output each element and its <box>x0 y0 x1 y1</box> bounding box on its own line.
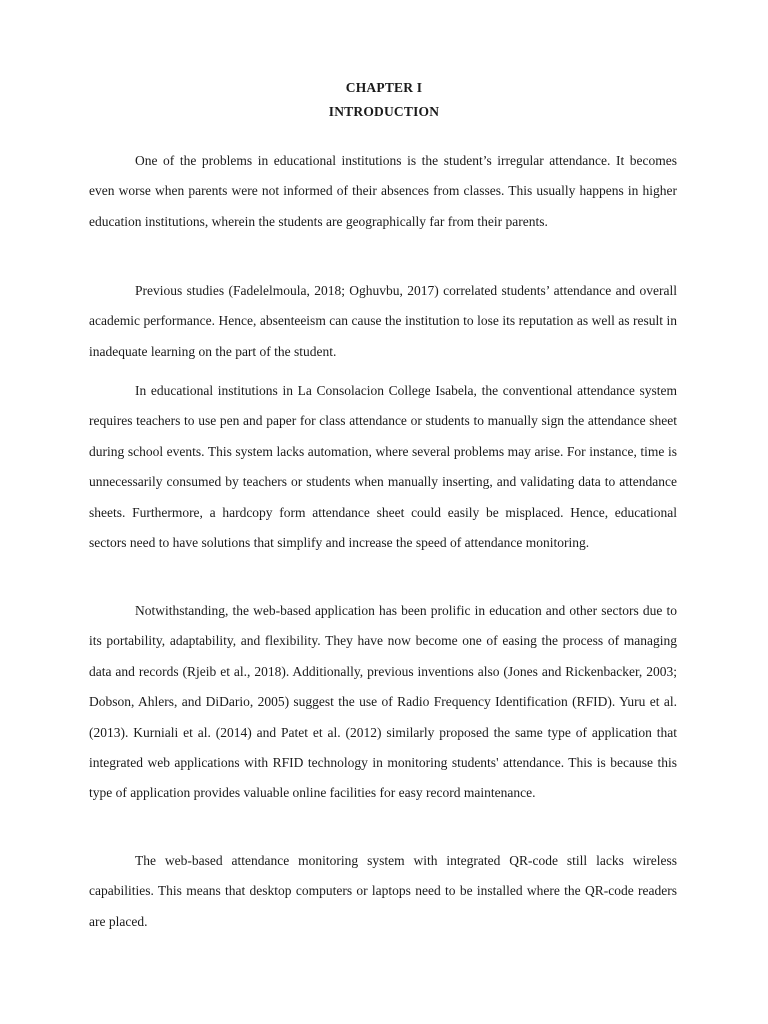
chapter-label: CHAPTER I <box>345 80 423 95</box>
paragraph-3: In educational institutions in La Consolacion College Isabela, the conventional attendance system requires teachers to use pen and paper for class attendance or students to manually sign the attendance sheet during school events. This system lacks automation, where several problems may arise. For instance, time is unnecessarily consumed by teachers or students when manually inserting, and validating data to attendance sheets. Furthermore, a hardcopy form attendance sheet could easily be misplaced. Hence, educational sectors need to have solutions that simplify and increase the speed of attendance monitoring. <box>89 383 677 551</box>
chapter-title: INTRODUCTION <box>328 104 440 119</box>
paragraph-5: The web-based attendance monitoring system with integrated QR-code still lacks wireless capabilities. This means that desktop computers or laptops need to be installed where the QR-code readers are placed. <box>89 853 677 929</box>
paragraph-1: One of the problems in educational institutions is the student’s irregular attendance. It becomes even worse when parents were not informed of their absences from classes. This usually happens in higher education institutions, wherein the students are geographically far from their parents. <box>89 153 677 229</box>
paragraph-2: Previous studies (Fadelelmoula, 2018; Oghuvbu, 2017) correlated students’ attendance and overall academic performance. Hence, absenteeism can cause the institution to lose its reputation as well as result in inadequate learning on the part of the student. <box>89 283 677 359</box>
paragraph-4: Notwithstanding, the web-based application has been prolific in education and other sectors due to its portability, adaptability, and flexibility. They have now become one of easing the process of managing data and records (Rjeib et al., 2018). Additionally, previous inventions also (Jones and Rickenbacker, 2003; Dobson, Ahlers, and DiDario, 2005) suggest the use of Radio Frequency Identification (RFID). Yuru et al. (2013). Kurniali et al. (2014) and Patet et al. (2012) similarly proposed the same type of application that integrated web applications with RFID technology in monitoring students' attendance. This is because this type of application provides valuable online facilities for easy record maintenance. <box>89 603 677 801</box>
